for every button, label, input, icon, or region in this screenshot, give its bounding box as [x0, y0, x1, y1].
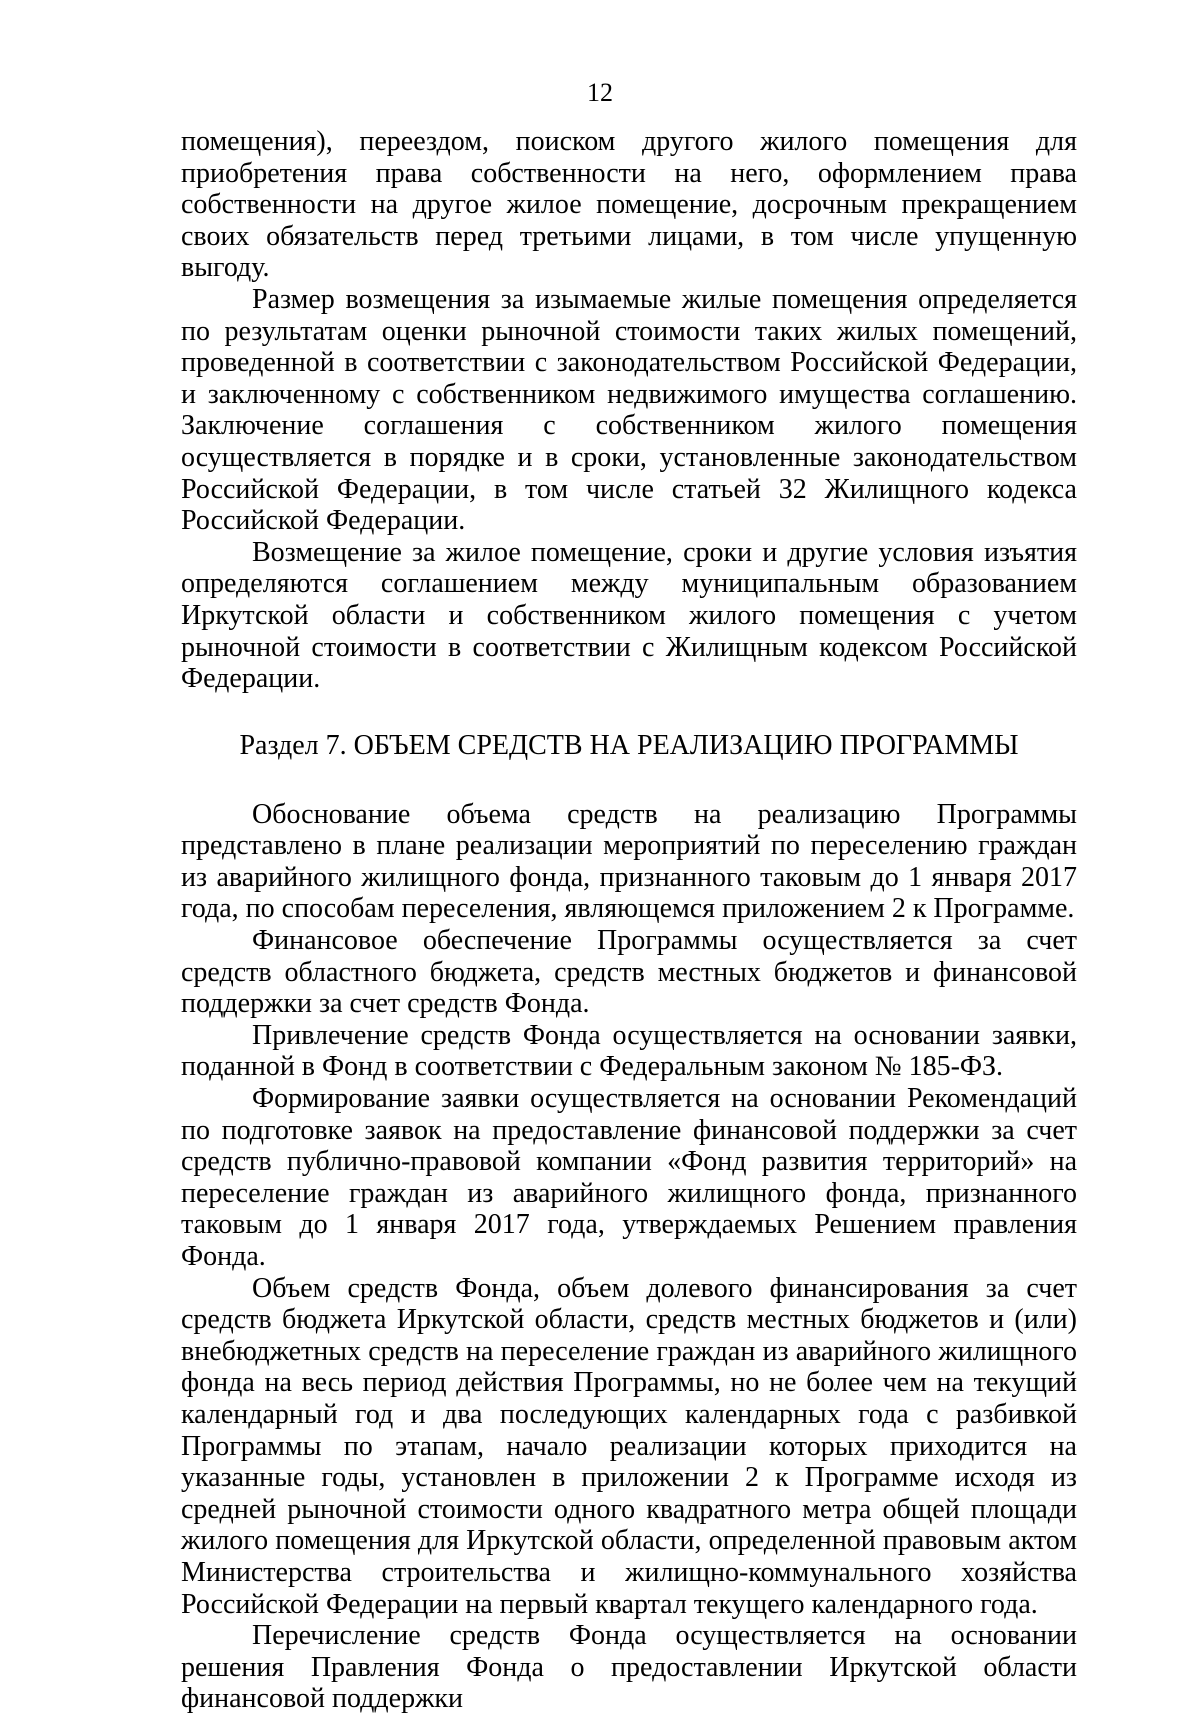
- paragraph-fund-attraction: Привлечение средств Фонда осуществляется на основании заявки, поданной в Фонд в соответствии с Федеральным законом № 185-ФЗ.: [181, 1019, 1077, 1083]
- paragraph-fund-volume: Объем средств Фонда, объем долевого финансирования за счет средств бюджета Иркутской области, средств местных бюджетов и (или) внебюджетных средств на переселение граждан из аварийного жилищного фонда на весь период действия Программы, но не более чем на текущий календарный год и два последующих календарных года с разбивкой Программы по этапам, начало реализации которых приходится на указанные годы, установлен в приложении 2 к Программе исходя из средней рыночной стоимости одного квадратного метра общей площади жилого помещения для Иркутской области, определенной правовым актом Министерства строительства и жилищно-коммунального хозяйства Российской Федерации на первый квартал текущего календарного года.: [181, 1272, 1077, 1620]
- paragraph-compensation-terms: Возмещение за жилое помещение, сроки и другие условия изъятия определяются соглашением между муниципальным образованием Иркутской области и собственником жилого помещения с учетом рыночной стоимости в соответствии с Жилищным кодексом Российской Федерации.: [181, 536, 1077, 695]
- paragraph-application-forming: Формирование заявки осуществляется на основании Рекомендаций по подготовке заявок на предоставление финансовой поддержки за счет средств публично-правовой компании «Фонд развития территорий» на переселение граждан из аварийного жилищного фонда, признанного таковым до 1 января 2017 года, утверждаемых Решением правления Фонда.: [181, 1083, 1077, 1272]
- paragraph-compensation-amount: Размер возмещения за изымаемые жилые помещения определяется по результатам оценки рыночной стоимости таких жилых помещений, проведенной в соответствии с законодательством Российской Федерации, и заключенному с собственником недвижимого имущества соглашению. Заключение соглашения с собственником жилого помещения осуществляется в порядке и в сроки, установленные законодательством Российской Федерации, в том числе статьей 32 Жилищного кодекса Российской Федерации.: [181, 283, 1077, 537]
- paragraph-fund-transfer: Перечисление средств Фонда осуществляется на основании решения Правления Фонда о предоставлении Иркутской области финансовой поддержки: [181, 1620, 1077, 1715]
- paragraph-funding-justification: Обоснование объема средств на реализацию Программы представлено в плане реализации мероприятий по переселению граждан из аварийного жилищного фонда, признанного таковым до 1 января 2017 года, по способам переселения, являющемся приложением 2 к Программе.: [181, 798, 1077, 925]
- paragraph-continuation: помещения), переездом, поиском другого жилого помещения для приобретения права собственности на него, оформлением права собственности на другое жилое помещение, досрочным прекращением своих обязательств перед третьими лицами, в том числе упущенную выгоду.: [181, 126, 1077, 284]
- document-body: [181, 126, 1077, 1715]
- section-title: Раздел 7. ОБЪЕМ СРЕДСТВ НА РЕАЛИЗАЦИЮ ПРОГРАММЫ: [239, 729, 1019, 761]
- paragraph-financial-support: Финансовое обеспечение Программы осуществляется за счет средств областного бюджета, средств местных бюджетов и финансовой поддержки за счет средств Фонда.: [181, 925, 1077, 1020]
- page-number: 12: [587, 78, 613, 107]
